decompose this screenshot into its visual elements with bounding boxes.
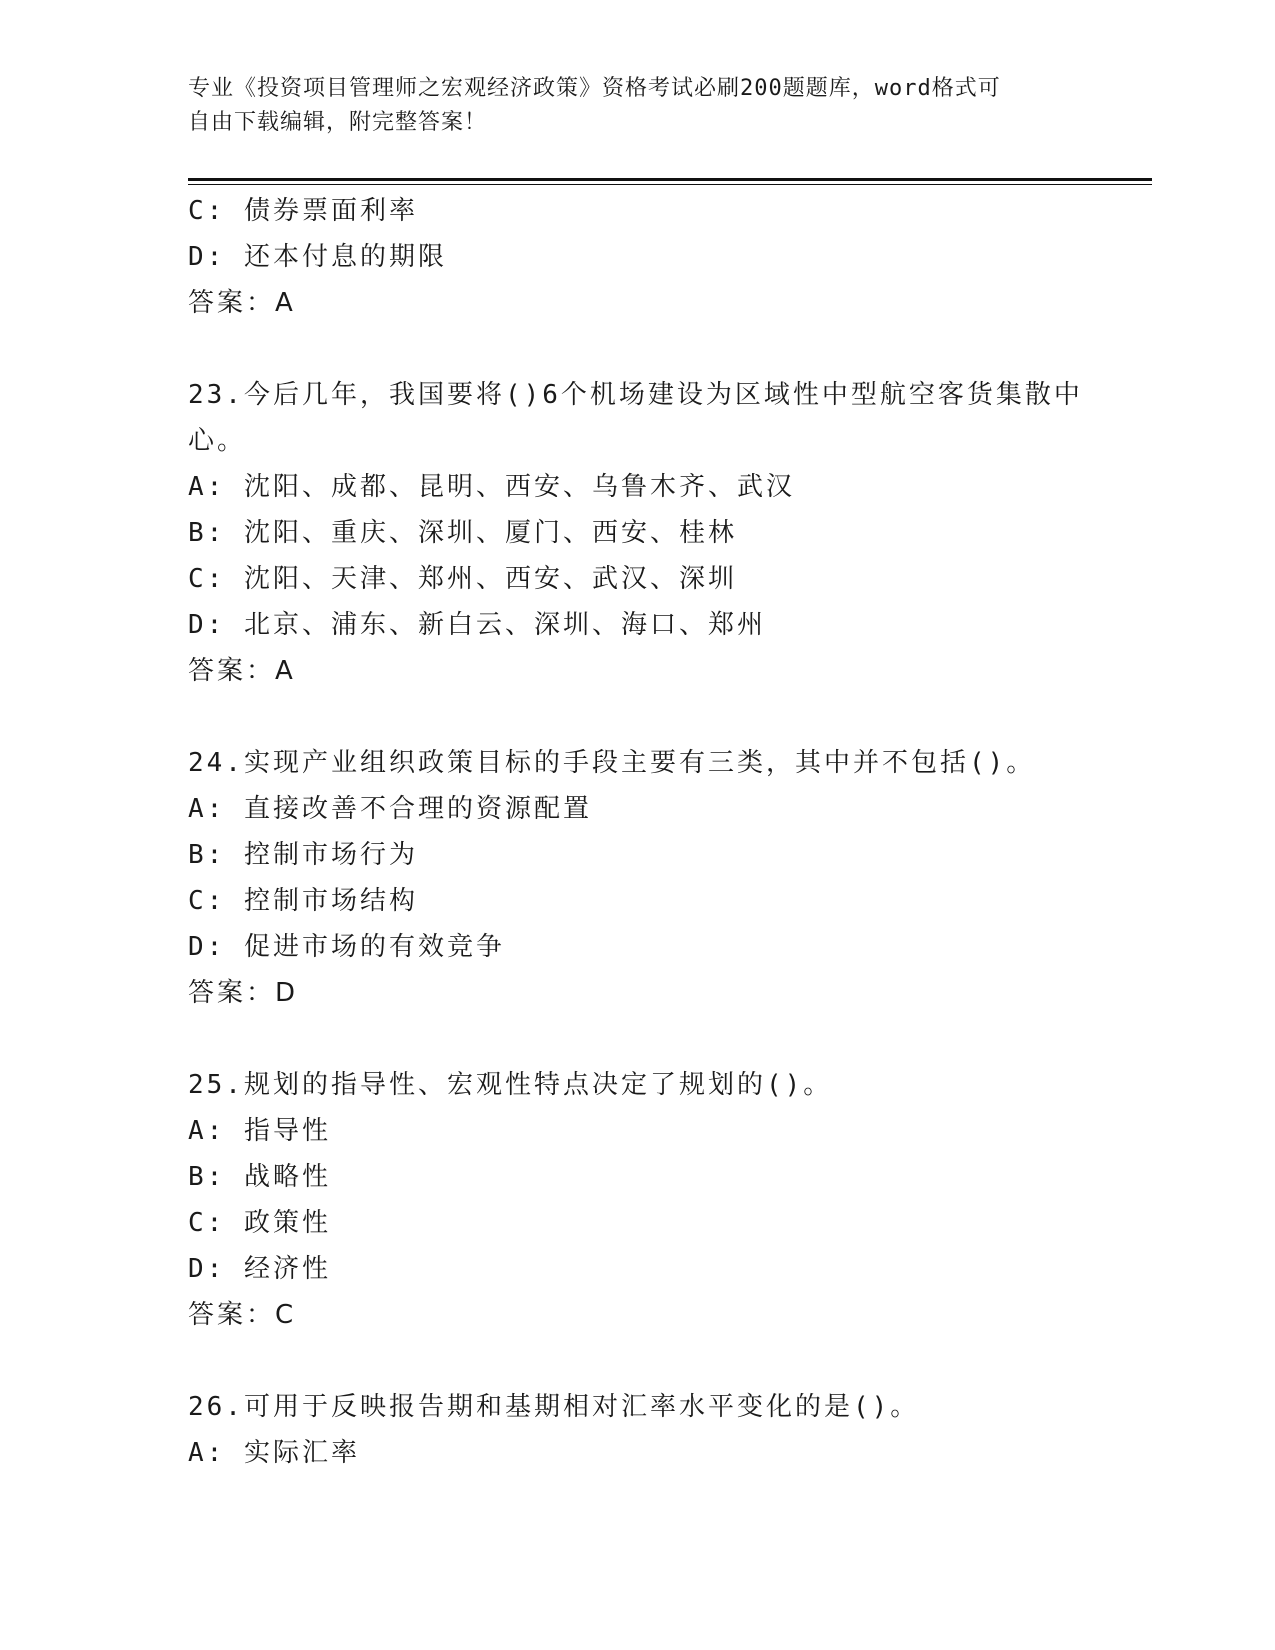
option-c: C: 政策性 <box>188 1208 331 1238</box>
option-c: C: 控制市场结构 <box>188 886 418 916</box>
option-d: D: 北京、浦东、新白云、深圳、海口、郑州 <box>188 610 766 640</box>
option-b: B: 沈阳、重庆、深圳、厦门、西安、桂林 <box>188 518 737 548</box>
question-content <box>188 188 1148 1476</box>
option-d: D: 经济性 <box>188 1254 331 1284</box>
header-rule-thick <box>188 178 1152 181</box>
option-c: C: 债券票面利率 <box>188 196 418 226</box>
option-d: D: 还本付息的期限 <box>188 242 447 272</box>
spacer <box>188 1338 1148 1384</box>
answer-line: 答案：D <box>188 978 299 1008</box>
option-c: C: 沈阳、天津、郑州、西安、武汉、深圳 <box>188 564 737 594</box>
answer-line: 答案：A <box>188 656 296 686</box>
header-rule-thin <box>188 184 1152 185</box>
answer-line: 答案：A <box>188 288 296 318</box>
option-a: A: 沈阳、成都、昆明、西安、乌鲁木齐、武汉 <box>188 472 795 502</box>
document-header <box>188 72 1068 140</box>
option-b: B: 战略性 <box>188 1162 331 1192</box>
option-a: A: 实际汇率 <box>188 1438 360 1468</box>
option-d: D: 促进市场的有效竞争 <box>188 932 505 962</box>
question-stem: 23.今后几年，我国要将()6个机场建设为区域性中型航空客货集散中 <box>188 380 1083 410</box>
spacer <box>188 1016 1148 1062</box>
option-a: A: 指导性 <box>188 1116 331 1146</box>
header-line-1: 专业《投资项目管理师之宏观经济政策》资格考试必刷200题题库，word格式可 <box>188 76 1001 101</box>
question-stem: 26.可用于反映报告期和基期相对汇率水平变化的是()。 <box>188 1392 920 1422</box>
spacer <box>188 326 1148 372</box>
option-a: A: 直接改善不合理的资源配置 <box>188 794 592 824</box>
question-stem-continued: 心。 <box>188 426 247 456</box>
header-line-2: 自由下载编辑，附完整答案！ <box>188 110 488 135</box>
answer-line: 答案：C <box>188 1300 297 1330</box>
spacer <box>188 694 1148 740</box>
question-stem: 24.实现产业组织政策目标的手段主要有三类，其中并不包括()。 <box>188 748 1036 778</box>
option-b: B: 控制市场行为 <box>188 840 418 870</box>
question-stem: 25.规划的指导性、宏观性特点决定了规划的()。 <box>188 1070 833 1100</box>
